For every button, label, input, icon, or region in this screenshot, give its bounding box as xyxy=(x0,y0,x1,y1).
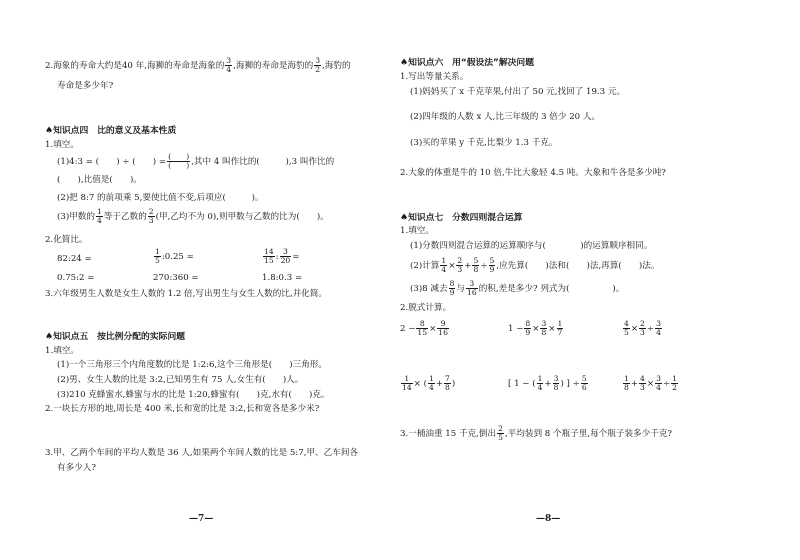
fraction: $\frac{14}{15}$ xyxy=(264,247,274,265)
simplify-r2c1: 0.75:2 = xyxy=(57,273,95,283)
fraction: $\frac{1}{4}$ xyxy=(428,374,434,392)
calc-expr-3: $\frac{4}{5}$ × $\frac{2}{3}$ ÷ $\frac{3}{4}$ xyxy=(624,319,661,337)
s7-q3: 3.一桶油重 15 千克,倒出 $\frac{2}{5}$ ,平均装到 8 个瓶子里,每个瓶子装多少千克? xyxy=(400,424,673,442)
fraction: $\frac{1}{5}$ xyxy=(155,247,160,265)
fraction: $\frac{1}{4}$ xyxy=(441,256,447,274)
page-number: —8— xyxy=(536,514,561,524)
fraction: $\frac{3}{20}$ xyxy=(280,247,291,265)
simplify-r1c2: $\frac{1}{5}$ :0.25 = xyxy=(155,247,194,265)
fraction: $\frac{1}{4}$ xyxy=(96,207,102,225)
spade-icon: ♠ xyxy=(400,213,409,223)
simplify-r1c1: 82:24 = xyxy=(57,254,92,264)
fraction: $\frac{7}{8}$ xyxy=(445,374,450,392)
fraction: $\frac{3}{8}$ xyxy=(553,374,559,392)
s6-q1-1: (1)妈妈买了 x 千克苹果,付出了 50 元,找回了 19.3 元。 xyxy=(410,87,626,97)
s4-q1: 1.填空。 xyxy=(45,140,79,150)
calc-expr-1: 2 − $\frac{8}{15}$ × $\frac{9}{16}$ xyxy=(400,319,448,337)
s5-q2: 2.一块长方形的地,周长是 400 米,长和宽的比是 3:2,长和宽各是多少米? xyxy=(45,404,320,414)
fraction: $\frac{3}{4}$ xyxy=(656,319,661,337)
spade-icon: ♠ xyxy=(45,126,54,136)
fraction: $\frac{1}{8}$ xyxy=(624,374,629,392)
fraction: $\frac{2}{3}$ xyxy=(148,207,154,225)
fraction: $\frac{8}{9}$ xyxy=(449,279,455,297)
s7-q1-2: (2)计算 $\frac{1}{4}$ × $\frac{2}{3}$ + $\frac{5}{8}$ ÷ $\frac{5}{9}$ ,应先算( )法和( )法,再算( )法。 xyxy=(410,256,660,274)
fraction: $\frac{5}{9}$ xyxy=(489,256,495,274)
section-6-title: ♠知识点六 用“假设法”解决问题 xyxy=(400,58,535,68)
fraction: $\frac{3}{4}$ xyxy=(656,374,661,392)
calc-expr-2: 1 − $\frac{8}{9}$ × $\frac{3}{8}$ × $\frac{1}{7}$ xyxy=(508,319,563,337)
s4-q3: 3.六年级男生人数是女生人数的 1.2 倍,写出男生与女生人数的比,并化简。 xyxy=(45,289,328,299)
fraction: $\frac{2}{3}$ xyxy=(457,256,463,274)
fraction: $\frac{( )}{( )}$ xyxy=(168,152,190,170)
fraction: $\frac{1}{4}$ xyxy=(537,374,543,392)
fraction: $\frac{4}{5}$ xyxy=(624,319,629,337)
spade-icon: ♠ xyxy=(45,332,54,342)
simplify-r1c3: $\frac{14}{15}$ : $\frac{3}{20}$ = xyxy=(264,247,300,265)
fraction: $\frac{3}{4}$ xyxy=(226,56,232,74)
question-2-line-2: 寿命是多少年? xyxy=(57,81,114,91)
s6-q2: 2.大象的体重是牛的 10 倍,牛比大象轻 4.5 吨。大象和牛各是多少吨? xyxy=(400,168,666,178)
s4-q1-2: (2)把 8:7 的前项乘 5,要使比值不变,后项应( )。 xyxy=(57,193,264,203)
s7-q2: 2.脱式计算。 xyxy=(400,303,452,313)
calc-expr-4: $\frac{1}{14}$ × ( $\frac{1}{4}$ + $\frac{7}{8}$ ) xyxy=(402,374,456,392)
fraction: $\frac{5}{8}$ xyxy=(473,256,479,274)
s6-q1-2: (2)四年级的人数 x 人,比三年级的 3 倍少 20 人。 xyxy=(410,112,601,122)
s6-q1-3: (3)买的苹果 y 千克,比梨少 1.3 千克。 xyxy=(410,138,558,148)
s5-q1-2: (2)男、女生人数的比是 3:2,已知男生有 75 人,女生有( )人。 xyxy=(57,375,304,385)
spade-icon: ♠ xyxy=(400,58,409,68)
s6-q1: 1.写出等量关系。 xyxy=(400,72,469,82)
s5-q3-line-1: 3.甲、乙两个车间的平均人数是 36 人,如果两个车间人数的比是 5:7,甲、乙车间各 xyxy=(45,448,359,458)
fraction: $\frac{3}{2}$ xyxy=(315,56,321,74)
fraction: $\frac{4}{3}$ xyxy=(640,374,645,392)
s5-q1: 1.填空。 xyxy=(45,346,79,356)
fraction: $\frac{5}{6}$ xyxy=(581,374,587,392)
question-2-line-1: 2.海象的寿命大约是40 年,海狮的寿命是海象的 $\frac{3}{4}$ ,海狮的寿命是海豹的 $\frac{3}{2}$ ,海豹的 xyxy=(45,56,351,74)
fraction: $\frac{1}{7}$ xyxy=(557,319,563,337)
s5-q3-line-2: 有多少人? xyxy=(57,463,96,473)
simplify-r2c2: 270:360 = xyxy=(153,273,199,283)
s7-q1-3: (3)8 减去 $\frac{8}{9}$ 与 $\frac{3}{16}$ 的积,差是多少? 列式为( )。 xyxy=(410,279,625,297)
calc-expr-6: $\frac{1}{8}$ + $\frac{4}{3}$ × $\frac{3}{4}$ ÷ $\frac{1}{2}$ xyxy=(624,374,677,392)
fraction: $\frac{8}{9}$ xyxy=(525,319,531,337)
s5-q1-1: (1)一个三角形三个内角度数的比是 1:2:6,这个三角形是( )三角形。 xyxy=(57,360,327,370)
s4-q2: 2.化简比。 xyxy=(45,235,88,245)
fraction: $\frac{3}{16}$ xyxy=(467,279,477,297)
fraction: $\frac{2}{5}$ xyxy=(498,424,503,442)
s5-q1-3: (3)210 克蜂蜜水,蜂蜜与水的比是 1:20,蜂蜜有( )克,水有( )克。 xyxy=(57,390,330,400)
s4-q1-1: (1)4:3 = ( ) ÷ ( ) = $\frac{( )}{( )}$ ,其中 4 叫作比的( ),3 叫作比的 xyxy=(57,152,335,170)
s7-q1: 1.填空。 xyxy=(400,226,434,236)
page-number: —7— xyxy=(189,514,214,524)
section-5-title: ♠知识点五 按比例分配的实际问题 xyxy=(45,332,186,342)
right-page xyxy=(400,0,800,560)
simplify-r2c3: 1.8:0.3 = xyxy=(262,273,303,283)
s4-q1-1-cont: ( ),比值是( )。 xyxy=(57,175,142,185)
fraction: $\frac{2}{3}$ xyxy=(640,319,645,337)
s4-q1-3: (3)甲数的 $\frac{1}{4}$ 等于乙数的 $\frac{2}{3}$ (甲,乙均不为 0),则甲数与乙数的比为( )。 xyxy=(57,207,329,225)
fraction: $\frac{1}{2}$ xyxy=(672,374,677,392)
fraction: $\frac{8}{15}$ xyxy=(417,319,428,337)
fraction: $\frac{9}{16}$ xyxy=(438,319,448,337)
fraction: $\frac{1}{14}$ xyxy=(402,374,412,392)
fraction: $\frac{3}{8}$ xyxy=(541,319,547,337)
section-7-title: ♠知识点七 分数四则混合运算 xyxy=(400,213,523,223)
calc-expr-5: [ 1 − ( $\frac{1}{4}$ + $\frac{3}{8}$ ) ] ÷ $\frac{5}{6}$ xyxy=(508,374,587,392)
section-4-title: ♠知识点四 比的意义及基本性质 xyxy=(45,126,177,136)
s7-q1-1: (1)分数四则混合运算的运算顺序与( )的运算顺序相同。 xyxy=(410,241,653,251)
